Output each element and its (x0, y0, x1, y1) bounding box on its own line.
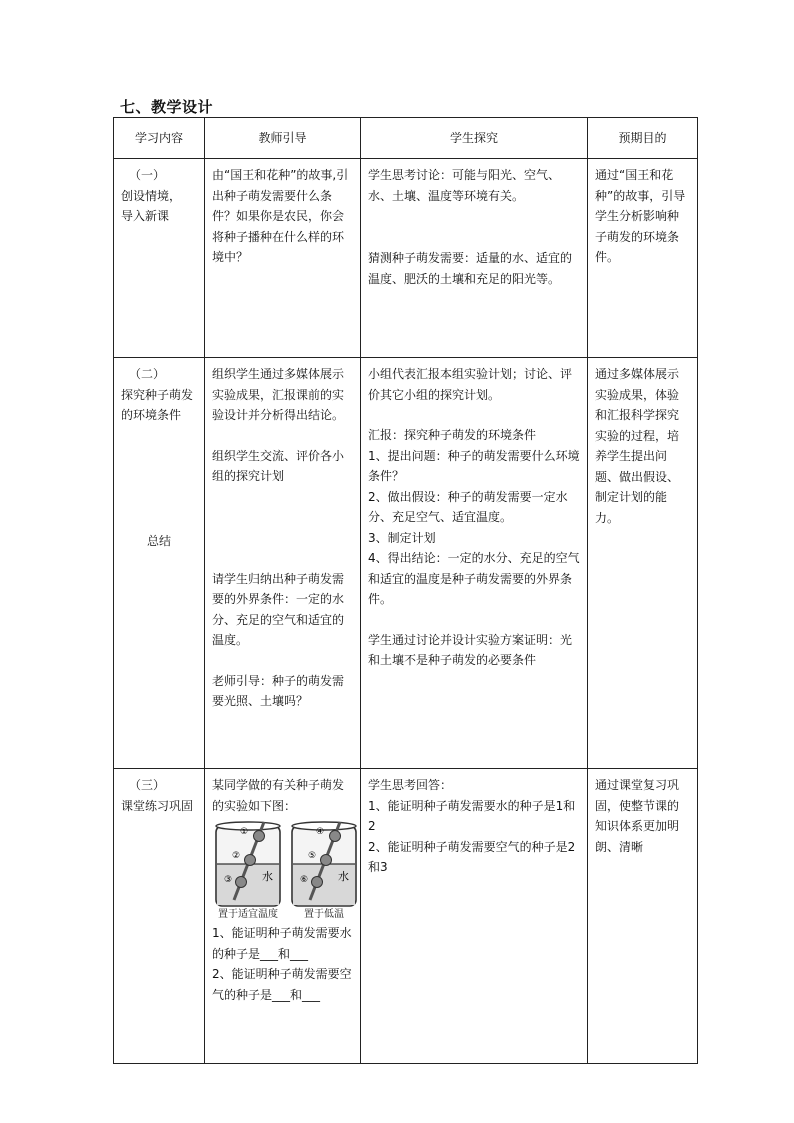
beaker-warm (212, 820, 284, 921)
seed-1-label: ① (240, 827, 249, 837)
row2-purpose (588, 358, 698, 769)
row3-teacher-text: 1、能证明种子萌发需要水的种子是___和___ (212, 926, 352, 961)
header-content: 学习内容 (114, 118, 205, 159)
row1-student-text: 学生思考讨论：可能与阳光、空气、水、土壤、温度等环境有关。 (368, 168, 561, 203)
beaker-warm-illustration (212, 820, 284, 908)
seed-4-label: ④ (316, 827, 325, 837)
beaker-cold-illustration (288, 820, 360, 908)
row3-student-text: 2、能证明种子萌发需要空气的种子是2和3 (368, 839, 576, 874)
row2-purpose-text: 通过多媒体展示实验成果，体验和汇报科学探究实验的过程，培养学生提出问题、做出假设、制定计划的能力。 (595, 367, 680, 525)
row2-summary: 总结 (146, 533, 171, 548)
row3-student (361, 769, 588, 1064)
water-label: 水 (338, 870, 349, 883)
row1-content-line: 创设情境， (121, 188, 182, 203)
row1-purpose (588, 159, 698, 358)
row3-purpose-text: 通过课堂复习巩固，使整节课的知识体系更加明朗、清晰 (595, 778, 680, 854)
row2-teacher-text: 老师引导：种子的萌发需要光照、土壤吗？ (212, 673, 345, 708)
seed-germination-figure (212, 820, 353, 921)
row2-content (114, 358, 205, 769)
row3-content-line: 课堂练习巩固 (121, 798, 194, 813)
water-label: 水 (262, 870, 273, 883)
beaker-cold-label: 置于低温 (304, 909, 344, 920)
table-row (114, 358, 698, 769)
row3-teacher-text: 2、能证明种子萌发需要空气的种子是___和___ (212, 967, 352, 1002)
row1-purpose-text: 通过“国王和花种”的故事，引导学生分析影响种子萌发的环境条件。 (595, 168, 686, 264)
header-teacher: 教师引导 (205, 118, 361, 159)
beaker-warm-label: 置于适宜温度 (218, 909, 278, 920)
row2-teacher (205, 358, 361, 769)
row2-content-line: 探究种子萌发的环境条件 (121, 387, 194, 422)
row2-student-text: 汇报：探究种子萌发的环境条件 (368, 428, 537, 442)
section-title: 七、教学设计 (120, 98, 214, 116)
row3-content (114, 769, 205, 1064)
row3-content-line: （三） (129, 778, 166, 792)
seed-2-label: ② (232, 851, 241, 861)
row2-student-text: 学生通过讨论并设计实验方案证明：光和土壤不是种子萌发的必要条件 (368, 632, 573, 667)
row2-content-line: （二） (129, 367, 166, 381)
row2-student-text: 3、制定计划 (368, 530, 436, 545)
beaker-cold (288, 820, 360, 921)
row1-student-text: 猜测种子萌发需要：适量的水、适宜的温度、肥沃的土壤和充足的阳光等。 (368, 251, 573, 286)
row3-purpose (588, 769, 698, 1064)
row3-student-text: 学生思考回答： (368, 778, 453, 792)
row1-content (114, 159, 205, 358)
row2-student-text: 小组代表汇报本组实验计划；讨论、评价其它小组的探究计划。 (368, 367, 573, 402)
row2-teacher-text: 组织学生通过多媒体展示实验成果，汇报课前的实验设计并分析得出结论。 (212, 367, 345, 422)
row1-teacher-text: 由“国王和花种”的故事,引出种子萌发需要什么条件？如果你是农民，你会将种子播种在什么样的环境中？ (212, 168, 349, 264)
row2-student-text: 1、提出问题：种子的萌发需要什么环境条件？ (368, 448, 580, 483)
table-row (114, 159, 698, 358)
row2-teacher-text: 组织学生交流、评价各小组的探究计划 (212, 448, 345, 483)
seed-6-label: ⑥ (300, 875, 309, 885)
row3-teacher-text: 某同学做的有关种子萌发的实验如下图： (212, 778, 345, 813)
row2-student-text: 4、得出结论：一定的水分、充足的空气和适宜的温度是种子萌发需要的外界条件。 (368, 551, 580, 606)
row1-teacher (205, 159, 361, 358)
seed-3-label: ③ (224, 875, 233, 885)
header-purpose: 预期目的 (588, 118, 698, 159)
row1-content-line: （一） (129, 168, 166, 182)
row3-teacher (205, 769, 361, 1064)
seed-5-label: ⑤ (308, 851, 317, 861)
row1-content-line: 导入新课 (121, 209, 170, 223)
row2-student-text: 2、做出假设：种子的萌发需要一定水分、充足空气、适宜温度。 (368, 489, 568, 524)
table-header-row (114, 118, 698, 159)
teaching-design-table (113, 117, 698, 1064)
row2-teacher-text: 请学生归纳出种子萌发需要的外界条件：一定的水分、充足的空气和适宜的温度。 (212, 571, 345, 647)
header-student: 学生探究 (361, 118, 588, 159)
table-row (114, 769, 698, 1064)
row2-student (361, 358, 588, 769)
row3-student-text: 1、能证明种子萌发需要水的种子是1和2 (368, 798, 576, 833)
row1-student (361, 159, 588, 358)
